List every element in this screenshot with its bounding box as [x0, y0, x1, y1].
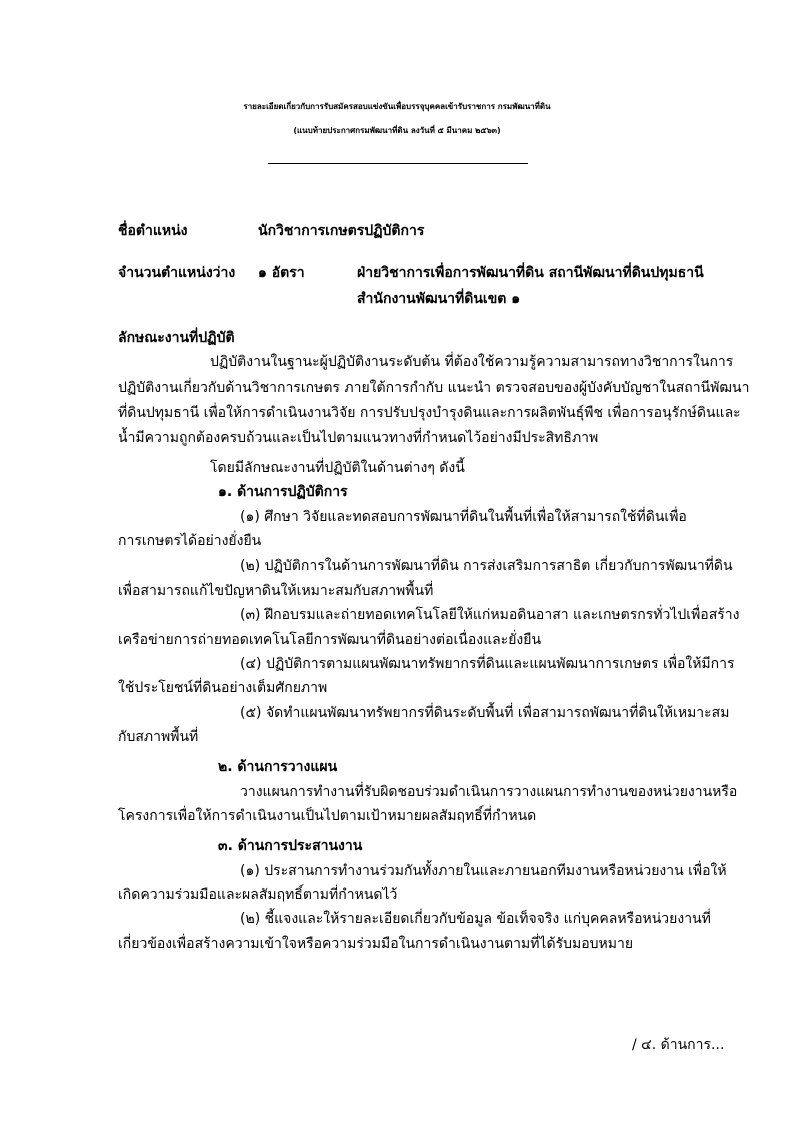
intro-line-2: ปฏิบัติงานเกี่ยวกับด้านวิชาการเกษตร ภายใต้การกำกับ แนะนำ ตรวจสอบของผู้บังคับบัญชาในสถานีพัฒนา [118, 380, 750, 396]
s1-item-2-line-2: เพื่อสามารถแก้ไขปัญหาดินให้เหมาะสมกับสภาพพื้นที่ [118, 583, 434, 599]
position-unit-line-1: ฝ่ายวิชาการเพื่อการพัฒนาที่ดิน สถานีพัฒนาที่ดินปทุมธานี [357, 265, 704, 281]
s1-item-1-line-2: การเกษตรได้อย่างยั่งยืน [118, 533, 262, 549]
s2-line-1: วางแผนการทำงานที่รับผิดชอบร่วมดำเนินการวางแผนการทำงานของหน่วยงานหรือ [240, 784, 738, 800]
s1-item-5-line-2: กับสภาพพื้นที่ [118, 729, 199, 745]
s3-item-2-line-1: (๒) ชี้แจงและให้รายละเอียดเกี่ยวกับข้อมูล ข้อเท็จจริง แก่บุคคลหรือหน่วยงานที่ [240, 911, 711, 927]
position-count-label: จำนวนตำแหน่งว่าง [118, 265, 236, 281]
section-3-heading: ๓. ด้านการประสานงาน [218, 838, 363, 854]
section-1-heading: ๑. ด้านการปฏิบัติการ [218, 484, 348, 500]
s1-item-5-line-1: (๕) จัดทำแผนพัฒนาทรัพยากรที่ดินระดับพื้นที่ เพื่อสามารถพัฒนาที่ดินให้เหมาะสม [240, 705, 730, 721]
s1-item-2-line-1: (๒) ปฏิบัติการในด้านการพัฒนาที่ดิน การส่งเสริมการสาธิต เกี่ยวกับการพัฒนาที่ดิน [240, 558, 733, 574]
position-unit-line-2: สำนักงานพัฒนาที่ดินเขต ๑ [357, 291, 521, 307]
document-subtitle: (แนบท้ายประกาศกรมพัฒนาที่ดิน ลงวันที่ ๕ มีนาคม ๒๕๖๓) [293, 126, 501, 135]
page-continuation: / ๔. ด้านการ... [632, 1037, 725, 1053]
intro-line-4: น้ำมีความถูกต้องครบถ้วนและเป็นไปตามแนวทางที่กำหนดไว้อย่างมีประสิทธิภาพ [118, 430, 599, 446]
s1-item-4-line-1: (๔) ปฏิบัติการตามแผนพัฒนาทรัพยากรที่ดินและแผนพัฒนาการเกษตร เพื่อให้มีการ [240, 656, 735, 672]
position-name-label: ชื่อตำแหน่ง [118, 223, 188, 239]
document-title: รายละเอียดเกี่ยวกับการรับสมัครสอบแข่งขันเพื่อบรรจุบุคคลเข้ารับราชการ กรมพัฒนาที่ดิน [243, 102, 551, 111]
section-2-heading: ๒. ด้านการวางแผน [218, 759, 338, 775]
duties-lead: โดยมีลักษณะงานที่ปฏิบัติในด้านต่างๆ ดังนี้ [210, 460, 465, 476]
s1-item-3-line-1: (๓) ฝึกอบรมและถ่ายทอดเทคโนโลยีให้แก่หมอดินอาสา และเกษตรกรทั่วไปเพื่อสร้าง [240, 607, 740, 623]
position-count-value: ๑ อัตรา [258, 265, 305, 281]
s3-item-2-line-2: เกี่ยวข้องเพื่อสร้างความเข้าใจหรือความร่วมมือในการดำเนินงานตามที่ได้รับมอบหมาย [118, 936, 634, 952]
s1-item-1-line-1: (๑) ศึกษา วิจัยและทดสอบการพัฒนาที่ดินในพื้นที่เพื่อให้สามารถใช้ที่ดินเพื่อ [240, 509, 687, 525]
s3-item-1-line-2: เกิดความร่วมมือและผลสัมฤทธิ์ตามที่กำหนดไว้ [118, 887, 398, 903]
intro-line-1: ปฏิบัติงานในฐานะผู้ปฏิบัติงานระดับต้น ที่ต้องใช้ความรู้ความสามารถทางวิชาการในการ [210, 354, 734, 370]
duties-heading: ลักษณะงานที่ปฏิบัติ [118, 330, 235, 346]
s2-line-2: โครงการเพื่อให้การดำเนินงานเป็นไปตามเป้าหมายผลสัมฤทธิ์ที่กำหนด [118, 808, 537, 824]
intro-line-3: ที่ดินปทุมธานี เพื่อให้การดำเนินงานวิจัย การปรับปรุงบำรุงดินและการผลิตพันธุ์พืช เพื่อการอนุรักษ์ดินและ [118, 405, 741, 421]
s3-item-1-line-1: (๑) ประสานการทำงานร่วมกันทั้งภายในและภายนอกทีมงานหรือหน่วยงาน เพื่อให้ [240, 863, 727, 879]
position-name-value: นักวิชาการเกษตรปฏิบัติการ [258, 223, 425, 239]
title-underline [268, 163, 528, 164]
s1-item-4-line-2: ใช้ประโยชน์ที่ดินอย่างเต็มศักยภาพ [118, 680, 328, 696]
s1-item-3-line-2: เครือข่ายการถ่ายทอดเทคโนโลยีการพัฒนาที่ดินอย่างต่อเนื่องและยั่งยืน [118, 632, 542, 648]
